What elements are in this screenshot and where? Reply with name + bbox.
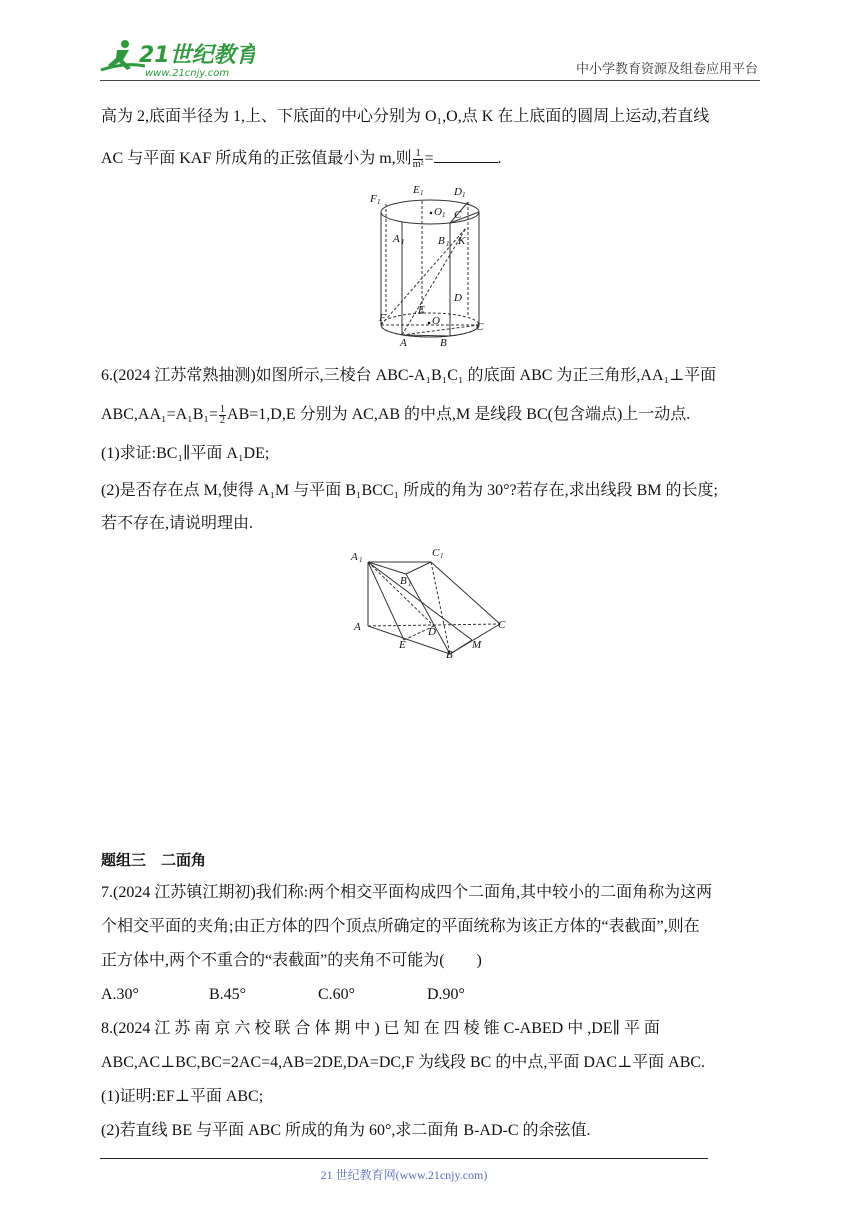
q5-line2-pre: AC 与平面 KAF 所成角的正弦值最小为 m,则 xyxy=(101,150,412,167)
label-E: E xyxy=(399,639,406,651)
label-B: B xyxy=(446,649,453,660)
q5-period: . xyxy=(497,150,502,167)
q6-frac-den: 2 xyxy=(220,415,226,426)
label-F1-sub: 1 xyxy=(377,198,381,206)
option-c[interactable]: C.60° xyxy=(318,986,356,1003)
q6-part2-cont: 若不存在,请说明理由. xyxy=(101,515,254,532)
q5-line1: 高为 2,底面半径为 1,上、下底面的中心分别为 O₁,O,点 K 在上底面的圆周上运动,若直线 xyxy=(101,108,710,125)
q6-line2-pre: ABC,AA₁=A₁B₁= xyxy=(101,406,219,424)
label-A1: A xyxy=(351,551,358,563)
label-E1-sub: 1 xyxy=(420,189,424,197)
label-A: A xyxy=(354,621,361,633)
q5-frac-den: m² xyxy=(412,158,424,170)
label-B1: B xyxy=(400,575,407,587)
section-heading: 题组三 二面角 xyxy=(101,851,207,869)
q5-frac-num: 1 xyxy=(413,149,424,160)
label-D: D xyxy=(454,292,462,304)
figure-frustum xyxy=(348,544,518,660)
label-B: B xyxy=(440,337,447,349)
q7-line3: 正方体中,两个不重合的“表截面”的夹角不可能为( ) xyxy=(101,952,482,969)
label-E: E xyxy=(418,304,425,316)
site-logo[interactable] xyxy=(95,36,255,80)
label-M: M xyxy=(472,639,482,651)
label-C1: C xyxy=(454,209,462,221)
label-B1-sub: 1 xyxy=(408,580,412,588)
label-C1: C xyxy=(432,547,440,559)
q6-line1: 6.(2024 江苏常熟抽测)如图所示,三棱台 ABC-A₁B₁C₁ 的底面 ABC 为正三角形,AA₁⊥平面 xyxy=(101,367,717,384)
q6-part1: (1)求证:BC₁∥平面 A₁DE; xyxy=(101,445,270,462)
option-b[interactable]: B.45° xyxy=(209,986,247,1003)
label-F: F xyxy=(379,312,386,324)
q6-fraction xyxy=(219,405,226,426)
label-F1: F xyxy=(370,193,377,205)
label-D1-sub: 1 xyxy=(462,191,466,199)
q8-line1: 8.(2024 江 苏 南 京 六 校 联 合 体 期 中 ) 已 知 在 四 棱 锥 C-ABED 中 ,DE∥ 平 面 xyxy=(101,1020,660,1037)
label-O: O xyxy=(432,315,440,327)
label-C: C xyxy=(498,619,506,631)
label-K: K xyxy=(458,235,466,247)
label-C: C xyxy=(476,321,484,333)
label-E1: E xyxy=(413,184,420,196)
logo-url: www.21cnjy.com xyxy=(145,68,230,79)
q6-frac-num: 1 xyxy=(220,404,226,415)
logo-text: 21世纪教育 xyxy=(139,43,255,68)
label-O1-sub: 1 xyxy=(442,211,446,219)
header-divider xyxy=(100,80,760,81)
label-O1: O xyxy=(434,206,442,218)
q8-part1: (1)证明:EF⊥平面 ABC; xyxy=(101,1088,264,1105)
q6-part2: (2)是否存在点 M,使得 A₁M 与平面 B₁BCC₁ 所成的角为 30°?若存在,求出线段 BM 的长度; xyxy=(101,482,718,499)
label-D1: D xyxy=(454,186,462,198)
label-B1-sub: 1 xyxy=(446,240,450,248)
q6-line2-post: AB=1,D,E 分别为 AC,AB 的中点,M 是线段 BC(包含端点)上一动点. xyxy=(227,406,691,424)
q5-line2 xyxy=(101,148,760,170)
q8-line2: ABC,AC⊥BC,BC=2AC=4,AB=2DE,DA=DC,F 为线段 BC 的中点,平面 DAC⊥平面 ABC. xyxy=(101,1054,706,1071)
label-C1-sub: 1 xyxy=(440,552,444,560)
option-a[interactable]: A.30° xyxy=(101,986,139,1003)
label-A: A xyxy=(400,337,407,349)
footer-divider xyxy=(100,1158,708,1159)
option-d[interactable]: D.90° xyxy=(427,986,465,1003)
footer-link[interactable]: 21 世纪教育网(www.21cnjy.com) xyxy=(320,1168,488,1182)
label-B1: B xyxy=(438,235,445,247)
site-tagline: 中小学教育资源及组卷应用平台 xyxy=(575,62,758,77)
q7-line2: 个相交平面的夹角;由正方体的四个顶点所确定的平面统称为该正方体的“表截面”,则在 xyxy=(101,918,700,935)
q7-line1: 7.(2024 江苏镇江期初)我们称:两个相交平面构成四个二面角,其中较小的二面角称为这两 xyxy=(101,884,713,901)
figure-cylinder xyxy=(366,182,498,350)
label-A1: A xyxy=(393,233,400,245)
label-D: D xyxy=(428,626,436,638)
q8-part2: (2)若直线 BE 与平面 ABC 所成的角为 60°,求二面角 B-AD-C 的余弦值. xyxy=(101,1122,591,1139)
q5-equals: = xyxy=(424,150,434,167)
answer-blank[interactable] xyxy=(434,148,498,163)
q6-line2 xyxy=(101,405,760,426)
label-A1-sub: 1 xyxy=(359,556,363,564)
label-A1-sub: 1 xyxy=(401,238,405,246)
q5-fraction xyxy=(413,149,424,170)
